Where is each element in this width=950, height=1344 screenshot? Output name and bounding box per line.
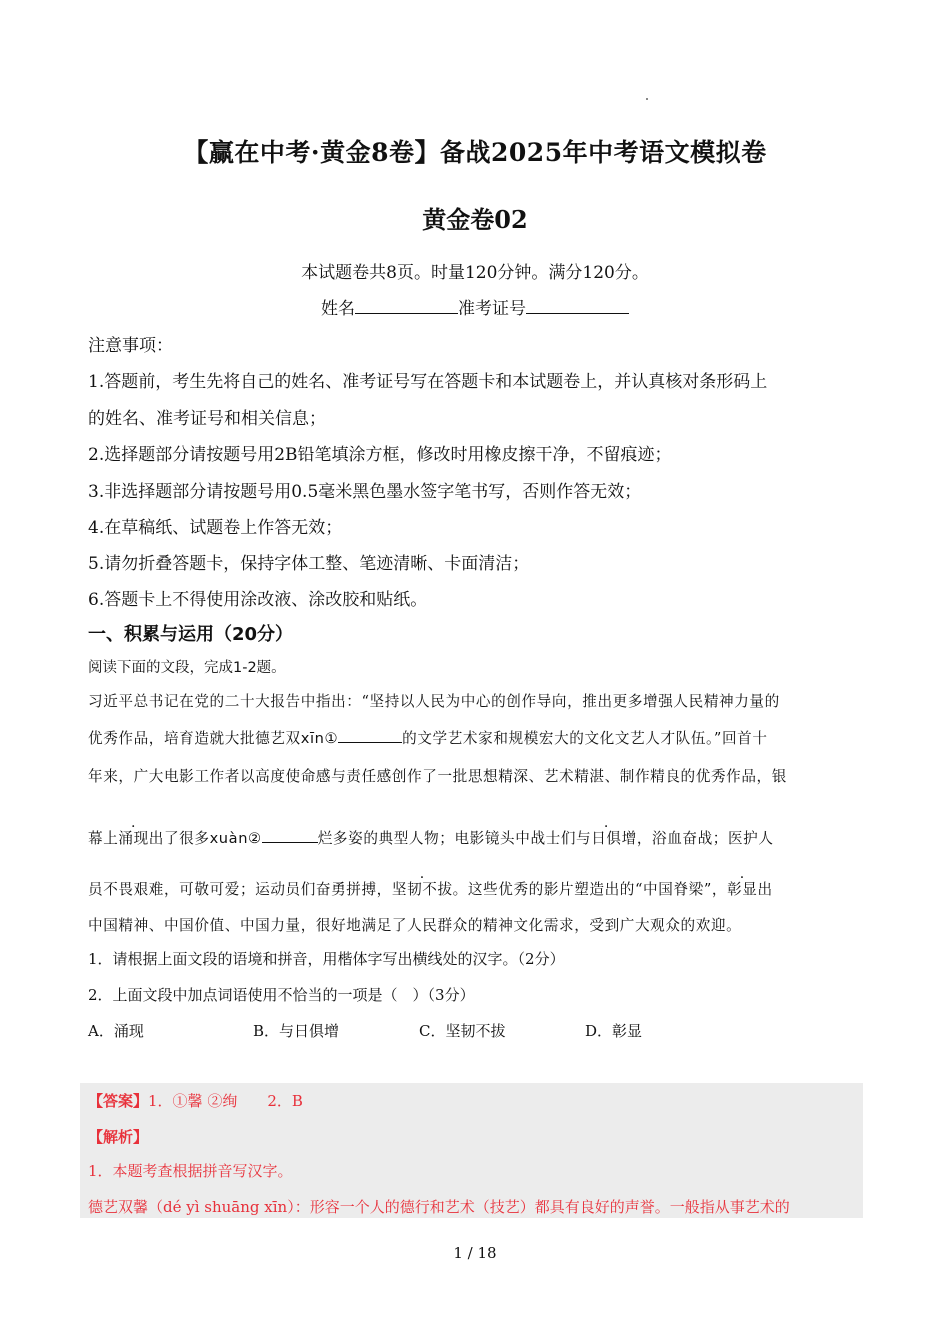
question-1: 1．请根据上面文段的语境和拼音，用楷体字写出横线处的汉字。（2分） [88, 950, 565, 968]
name-blank [355, 296, 458, 314]
pinyin-xuan: xuàn② [209, 830, 262, 847]
option-c: C．坚韧不拔 [419, 1022, 506, 1040]
passage-line-4 [88, 827, 774, 848]
section-instruction: 阅读下面的文段，完成1-2题。 [88, 660, 286, 676]
exam-summary: 本试题卷共8页。时量120分钟。满分120分。 [301, 263, 649, 283]
name-label: 姓名 [321, 299, 355, 319]
notice-item-2: 2.选择题部分请按题号用2B铅笔填涂方框，修改时用橡皮擦干净，不留痕迹； [88, 445, 672, 465]
answer-line [88, 1090, 303, 1111]
dotted-word-yongxian [118, 830, 148, 847]
analysis-label: 【解析】 [88, 1128, 149, 1146]
passage-line-5 [88, 878, 773, 899]
notice-item-1: 1.答题前，考生先将自己的姓名、准考证号写在答题卡和本试题卷上，并认真核对条形码上 [88, 372, 768, 392]
passage-text: ，浴血奋战；医护人 [636, 830, 774, 847]
answer-label: 【答案】 [88, 1092, 149, 1110]
passage-text: 员不畏艰难，可敬可爱；运动员们奋勇拼搏， [88, 881, 392, 898]
notice-heading: 注意事项： [88, 336, 173, 356]
passage-line-2 [88, 727, 768, 748]
pinyin-xin: xīn① [300, 730, 339, 747]
dotted-word-jianrenbuba: 坚韧不拔 [391, 881, 453, 898]
id-blank [526, 296, 629, 314]
dotted-word-zhangxian: 彰显 [727, 881, 758, 898]
answer-text: 1．①馨 ②绚 2．B [148, 1092, 303, 1110]
passage-text: 。这些优秀的影片塑造出的“中国脊梁”， [452, 881, 728, 898]
passage-line-6: 中国精神、中国价值、中国力量，很好地满足了人民群众的精神文化需求，受到广大观众的欢迎。 [88, 917, 742, 934]
notice-item-5: 5.请勿折叠答题卡，保持字体工整、笔迹清晰、卡面清洁； [88, 554, 530, 574]
passage-text: 出了很多 [148, 830, 210, 847]
notice-item-6: 6.答题卡上不得使用涂改液、涂改胶和贴纸。 [88, 590, 428, 610]
option-a: A．涌现 [88, 1022, 144, 1040]
dotted-text: 涌现 [118, 830, 149, 847]
analysis-line-2: 德艺双馨（dé yì shuāng xīn）：形容一个人的德行和艺术（技艺）都具有良好的声誉。一般指从事艺术的 [88, 1198, 790, 1216]
passage-text: 的文学艺术家和规模宏大的文化文艺人才队伍。”回首十 [402, 730, 768, 747]
dotted-word-yurijuzeng: 与日俱增 [576, 830, 637, 847]
answer-blank-2 [262, 827, 318, 843]
page-number: 1 / 18 [453, 1244, 497, 1262]
corner-mark [646, 98, 648, 100]
notice-item-3: 3.非选择题部分请按题号用0.5毫米黑色墨水签字笔书写，否则作答无效； [88, 482, 642, 502]
answer-blank-1 [338, 727, 402, 743]
section-heading: 一、积累与运用（20分） [88, 624, 294, 645]
document-subtitle: 黄金卷02 [422, 205, 528, 234]
name-id-line [0, 294, 950, 319]
notice-item-4: 4.在草稿纸、试题卷上作答无效； [88, 518, 343, 538]
option-b: B．与日俱增 [253, 1022, 340, 1040]
passage-text: 优秀作品，培育造就大批德艺双 [88, 730, 301, 747]
analysis-line-1: 1．本题考查根据拼音写汉字。 [88, 1162, 293, 1180]
option-d: D．彰显 [585, 1022, 643, 1040]
passage-text: 烂多姿的典型人物；电影镜头中战士们 [317, 830, 577, 847]
passage-line-1: 习近平总书记在党的二十大报告中指出：“坚持以人民为中心的创作导向，推出更多增强人民精神力量的 [88, 693, 780, 710]
passage-text: 幕上 [88, 830, 119, 847]
id-label: 准考证号 [458, 299, 526, 319]
notice-item-1-cont: 的姓名、准考证号和相关信息； [88, 409, 326, 429]
document-title: 【赢在中考·黄金8卷】备战2025年中考语文模拟卷 [183, 138, 767, 167]
passage-text: 出 [757, 881, 773, 898]
question-2: 2．上面文段中加点词语使用不恰当的一项是（ ）（3分） [88, 986, 475, 1004]
passage-line-3: 年来，广大电影工作者以高度使命感与责任感创作了一批思想精深、艺术精湛、制作精良的优秀作品，银 [88, 768, 787, 785]
